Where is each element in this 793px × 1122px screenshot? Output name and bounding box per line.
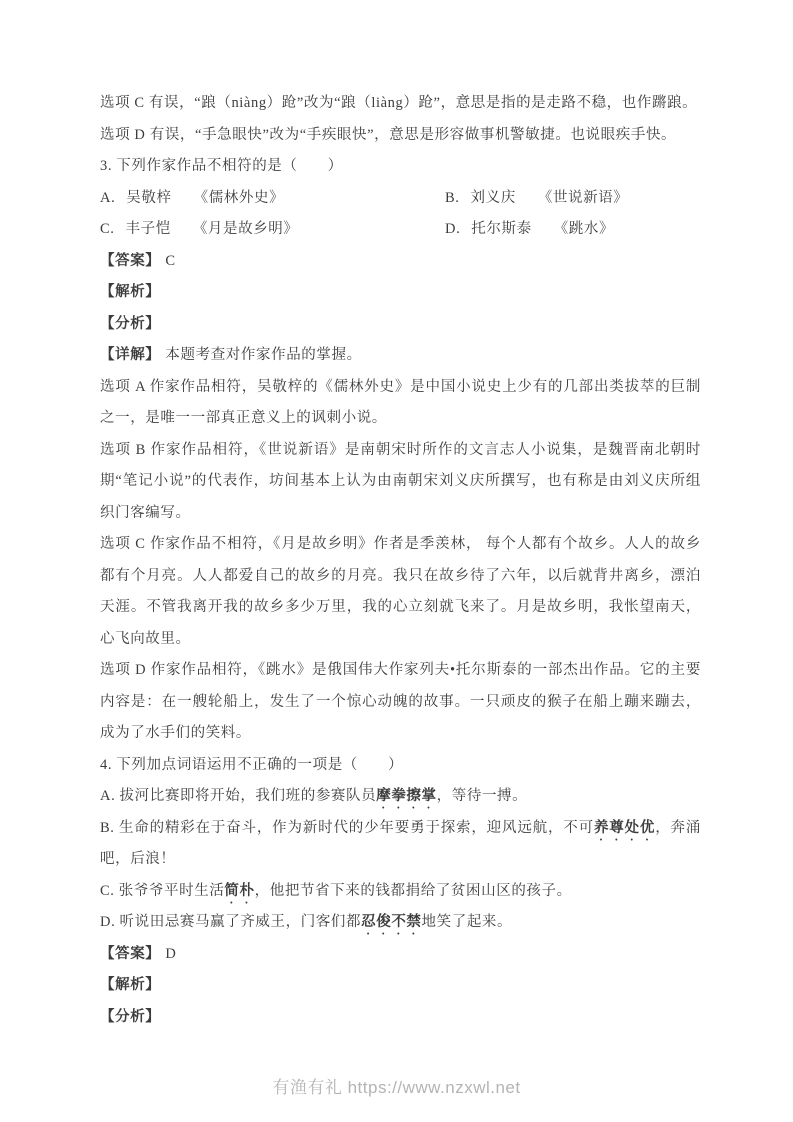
option-work-title: 《月是故乡明》	[192, 221, 299, 237]
question-3-option-a	[100, 183, 445, 215]
option-text: ，等待一搏。	[436, 788, 528, 804]
document-content	[100, 88, 701, 1033]
option-label: B.	[445, 189, 460, 206]
question-3-options-row-1	[100, 183, 701, 215]
question-3-explain-b: 选项 B 作家作品相符，《世说新语》是南朝宋时所作的文言志人小说集，是魏晋南北朝时期“笔记小说”的代表作，坊间基本上认为由南朝宋刘义庆所撰写，也有称是由刘义庆所组织门客编写。	[100, 441, 701, 521]
option-work-title: 《跳水》	[553, 221, 615, 237]
option-text: 地笑了起来。	[421, 914, 513, 930]
question-4-option-d	[100, 907, 701, 939]
question-3-explain-d: 选项 D 作家作品相符，《跳水》是俄国伟大作家列夫•托尔斯泰的一部杰出作品。它的主要内容是：在一艘轮船上，发生了一个惊心动魄的故事。一只顽皮的猴子在船上蹦来蹦去，成为了水手们的笑料。	[100, 662, 701, 741]
question-3-options-row-2	[100, 214, 701, 246]
question-4-fenxi-label: 【分析】	[100, 1008, 161, 1025]
question-4-option-b	[100, 813, 701, 876]
question-4-option-a	[100, 781, 701, 813]
option-label: A.	[100, 189, 116, 206]
question-4-answer	[100, 939, 701, 971]
question-3-stem: 3. 下列作家作品不相符的是（ ）	[100, 158, 343, 174]
emphasized-word: 养尊处优	[593, 819, 656, 836]
option-label: C.	[100, 221, 115, 237]
option-author: 刘义庆	[470, 189, 516, 206]
option-text: D. 听说田忌赛马赢了齐威王，门客们都	[100, 914, 362, 930]
question-3-xiangjie	[100, 340, 701, 372]
option-label: D.	[445, 221, 461, 237]
option-work-title: 《儒林外史》	[193, 189, 285, 206]
question-4-stem: 4. 下列加点词语运用不正确的一项是（ ）	[100, 756, 404, 773]
option-work-title: 《世说新语》	[537, 189, 629, 206]
question-3-explain-c: 选项 C 作家作品不相符，《月是故乡明》作者是季羡林， 每个人都有个故乡。人人的故乡都有个月亮。人人都爱自己的故乡的月亮。我只在故乡待了六年，以后就背井离乡，漂泊天涯。不管我离开我的故乡多少万里，我的心立刻就飞来了。月是故乡明，我怅望南天，心飞向故里。	[100, 536, 701, 647]
option-text: A. 拔河比赛即将开始，我们班的参赛队员	[100, 788, 377, 804]
question-3-option-b	[445, 183, 628, 215]
emphasized-word: 摩拳擦掌	[376, 788, 437, 804]
emphasized-word: 简朴	[224, 882, 255, 899]
option-text: B. 生命的精彩在于奋斗，作为新时代的少年要勇于探索，迎风远航，不可	[100, 819, 594, 836]
xiangjie-label: 【详解】	[100, 347, 161, 363]
answer-label: 【答案】	[100, 252, 161, 269]
question-3-option-c	[100, 214, 445, 246]
question-3-answer	[100, 246, 701, 278]
answer-value: C	[165, 252, 176, 269]
option-author: 吴敬梓	[126, 189, 172, 206]
answer-label: 【答案】	[100, 945, 161, 962]
question-3-fenxi-label: 【分析】	[100, 315, 161, 332]
analysis-line-option-c: 选项 C 有误，“踉（niàng）跄”改为“踉（liàng）跄”，意思是指的是走路不稳，也作蹡踉。	[100, 95, 698, 111]
watermark-footer: 有渔有礼 https://www.nzxwl.net	[272, 1078, 521, 1097]
option-author: 托尔斯泰	[471, 221, 532, 237]
question-4-jiexi-label: 【解析】	[100, 977, 161, 993]
question-3-jiexi-label: 【解析】	[100, 284, 161, 300]
xiangjie-text: 本题考查对作家作品的掌握。	[165, 347, 362, 363]
question-4-option-c	[100, 876, 701, 908]
option-text: C. 张爷爷平时生活	[100, 882, 225, 899]
question-3-explain-a: 选项 A 作家作品相符，吴敬梓的《儒林外史》是中国小说史上少有的几部出类拔萃的巨制之一，是唯一一部真正意义上的讽刺小说。	[100, 378, 701, 426]
emphasized-word: 忍俊不禁	[361, 914, 422, 930]
analysis-line-option-d: 选项 D 有误，“手急眼快”改为“手疾眼快”，意思是形容做事机警敏捷。也说眼疾手快。	[100, 126, 677, 143]
option-author: 丰子恺	[125, 221, 171, 237]
option-text: ，奔涌吧，后浪！	[100, 819, 701, 867]
option-text: ，他把节省下来的钱都捐给了贫困山区的孩子。	[254, 882, 572, 899]
question-3-option-d	[445, 214, 614, 246]
answer-value: D	[165, 945, 177, 962]
